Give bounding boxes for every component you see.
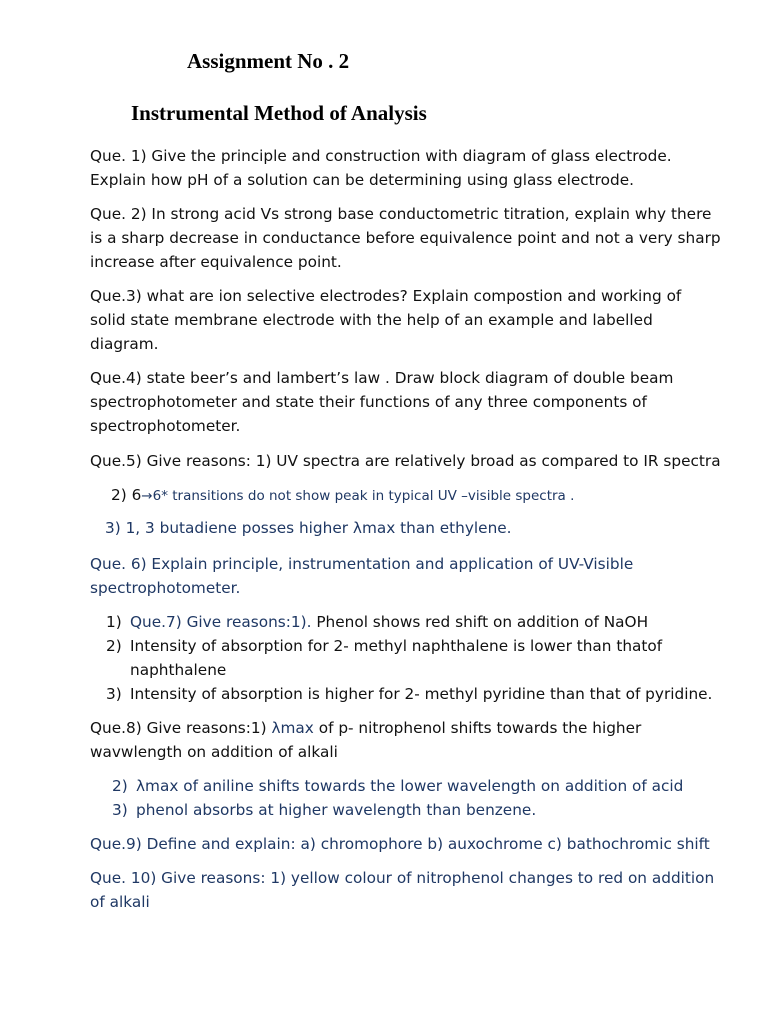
q5-item-2-prefix: 2) 6	[111, 486, 142, 504]
q7-item-2-number: 2)	[106, 637, 122, 655]
q1-line-1: Que. 1) Give the principle and construction with diagram of glass electrode.	[90, 147, 672, 165]
q7-item-1-number: 1)	[106, 613, 122, 631]
q3-line-1: Que.3) what are ion selective electrodes? Explain compostion and working of	[90, 287, 682, 305]
q8-line-2: wavwlength on addition of alkali	[90, 743, 338, 761]
q8-item-2-number: 2)	[112, 777, 128, 795]
q5-item-3: 3) 1, 3 butadiene posses higher λmax than ethylene.	[105, 519, 512, 537]
q2-line-2: is a sharp decrease in conductance before equivalence point and not a very sharp	[90, 229, 721, 247]
q9-line-1: Que.9) Define and explain: a) chromophore b) auxochrome c) bathochromic shift	[90, 835, 710, 853]
q8-item-3	[112, 798, 536, 822]
q7-item-3	[106, 682, 712, 706]
q10-line-1: Que. 10) Give reasons: 1) yellow colour of nitrophenol changes to red on addition	[90, 869, 715, 887]
q10-line-2: of alkali	[90, 893, 150, 911]
q4-line-2: spectrophotometer and state their functions of any three components of	[90, 393, 647, 411]
q7-item-1-text: Phenol shows red shift on addition of NaOH	[311, 613, 649, 631]
q8-item-3-text: phenol absorbs at higher wavelength than benzene.	[136, 801, 537, 819]
assignment-title: Assignment No . 2	[187, 49, 350, 73]
q8-item-2-text: λmax of aniline shifts towards the lower wavelength on addition of acid	[136, 777, 684, 795]
q7-heading: Que.7) Give reasons:1).	[130, 613, 312, 631]
q4-line-3: spectrophotometer.	[90, 417, 241, 435]
q3-line-2: solid state membrane electrode with the help of an example and labelled	[90, 311, 653, 329]
q6-line-2: spectrophotometer.	[90, 579, 241, 597]
q8-item-3-number: 3)	[112, 801, 128, 819]
q7-item-2-text: Intensity of absorption for 2- methyl naphthalene is lower than thatof	[130, 637, 663, 655]
q7-item-2	[106, 634, 662, 658]
q7-item-3-number: 3)	[106, 685, 122, 703]
assignment-subtitle: Instrumental Method of Analysis	[131, 101, 427, 125]
q7-item-2-continued: naphthalene	[130, 661, 227, 679]
q8-line-1-start: Que.8) Give reasons:1)	[90, 719, 272, 737]
arrow-icon: →	[141, 488, 153, 504]
q7-item-3-text: Intensity of absorption is higher for 2- methyl pyridine than that of pyridine.	[130, 685, 713, 703]
q7-item-1	[106, 610, 648, 634]
q4-line-1: Que.4) state beer’s and lambert’s law . Draw block diagram of double beam	[90, 369, 674, 387]
q1-line-2: Explain how pH of a solution can be determining using glass electrode.	[90, 171, 634, 189]
q3-line-3: diagram.	[90, 335, 159, 353]
q5-item-2	[111, 483, 574, 508]
q8-line-1-end: of p- nitrophenol shifts towards the higher	[313, 719, 642, 737]
q6-line-1: Que. 6) Explain principle, instrumentation and application of UV-Visible	[90, 555, 634, 573]
q5-line-1: Que.5) Give reasons: 1) UV spectra are relatively broad as compared to IR spectra	[90, 452, 721, 470]
q2-line-1: Que. 2) In strong acid Vs strong base conductometric titration, explain why there	[90, 205, 712, 223]
q8-item-2	[112, 774, 683, 798]
q8-line-1	[90, 716, 641, 740]
q2-line-3: increase after equivalence point.	[90, 253, 342, 271]
q5-item-2-text: 6* transitions do not show peak in typical UV –visible spectra .	[152, 488, 575, 504]
q8-lambda-max: λmax	[271, 719, 314, 737]
